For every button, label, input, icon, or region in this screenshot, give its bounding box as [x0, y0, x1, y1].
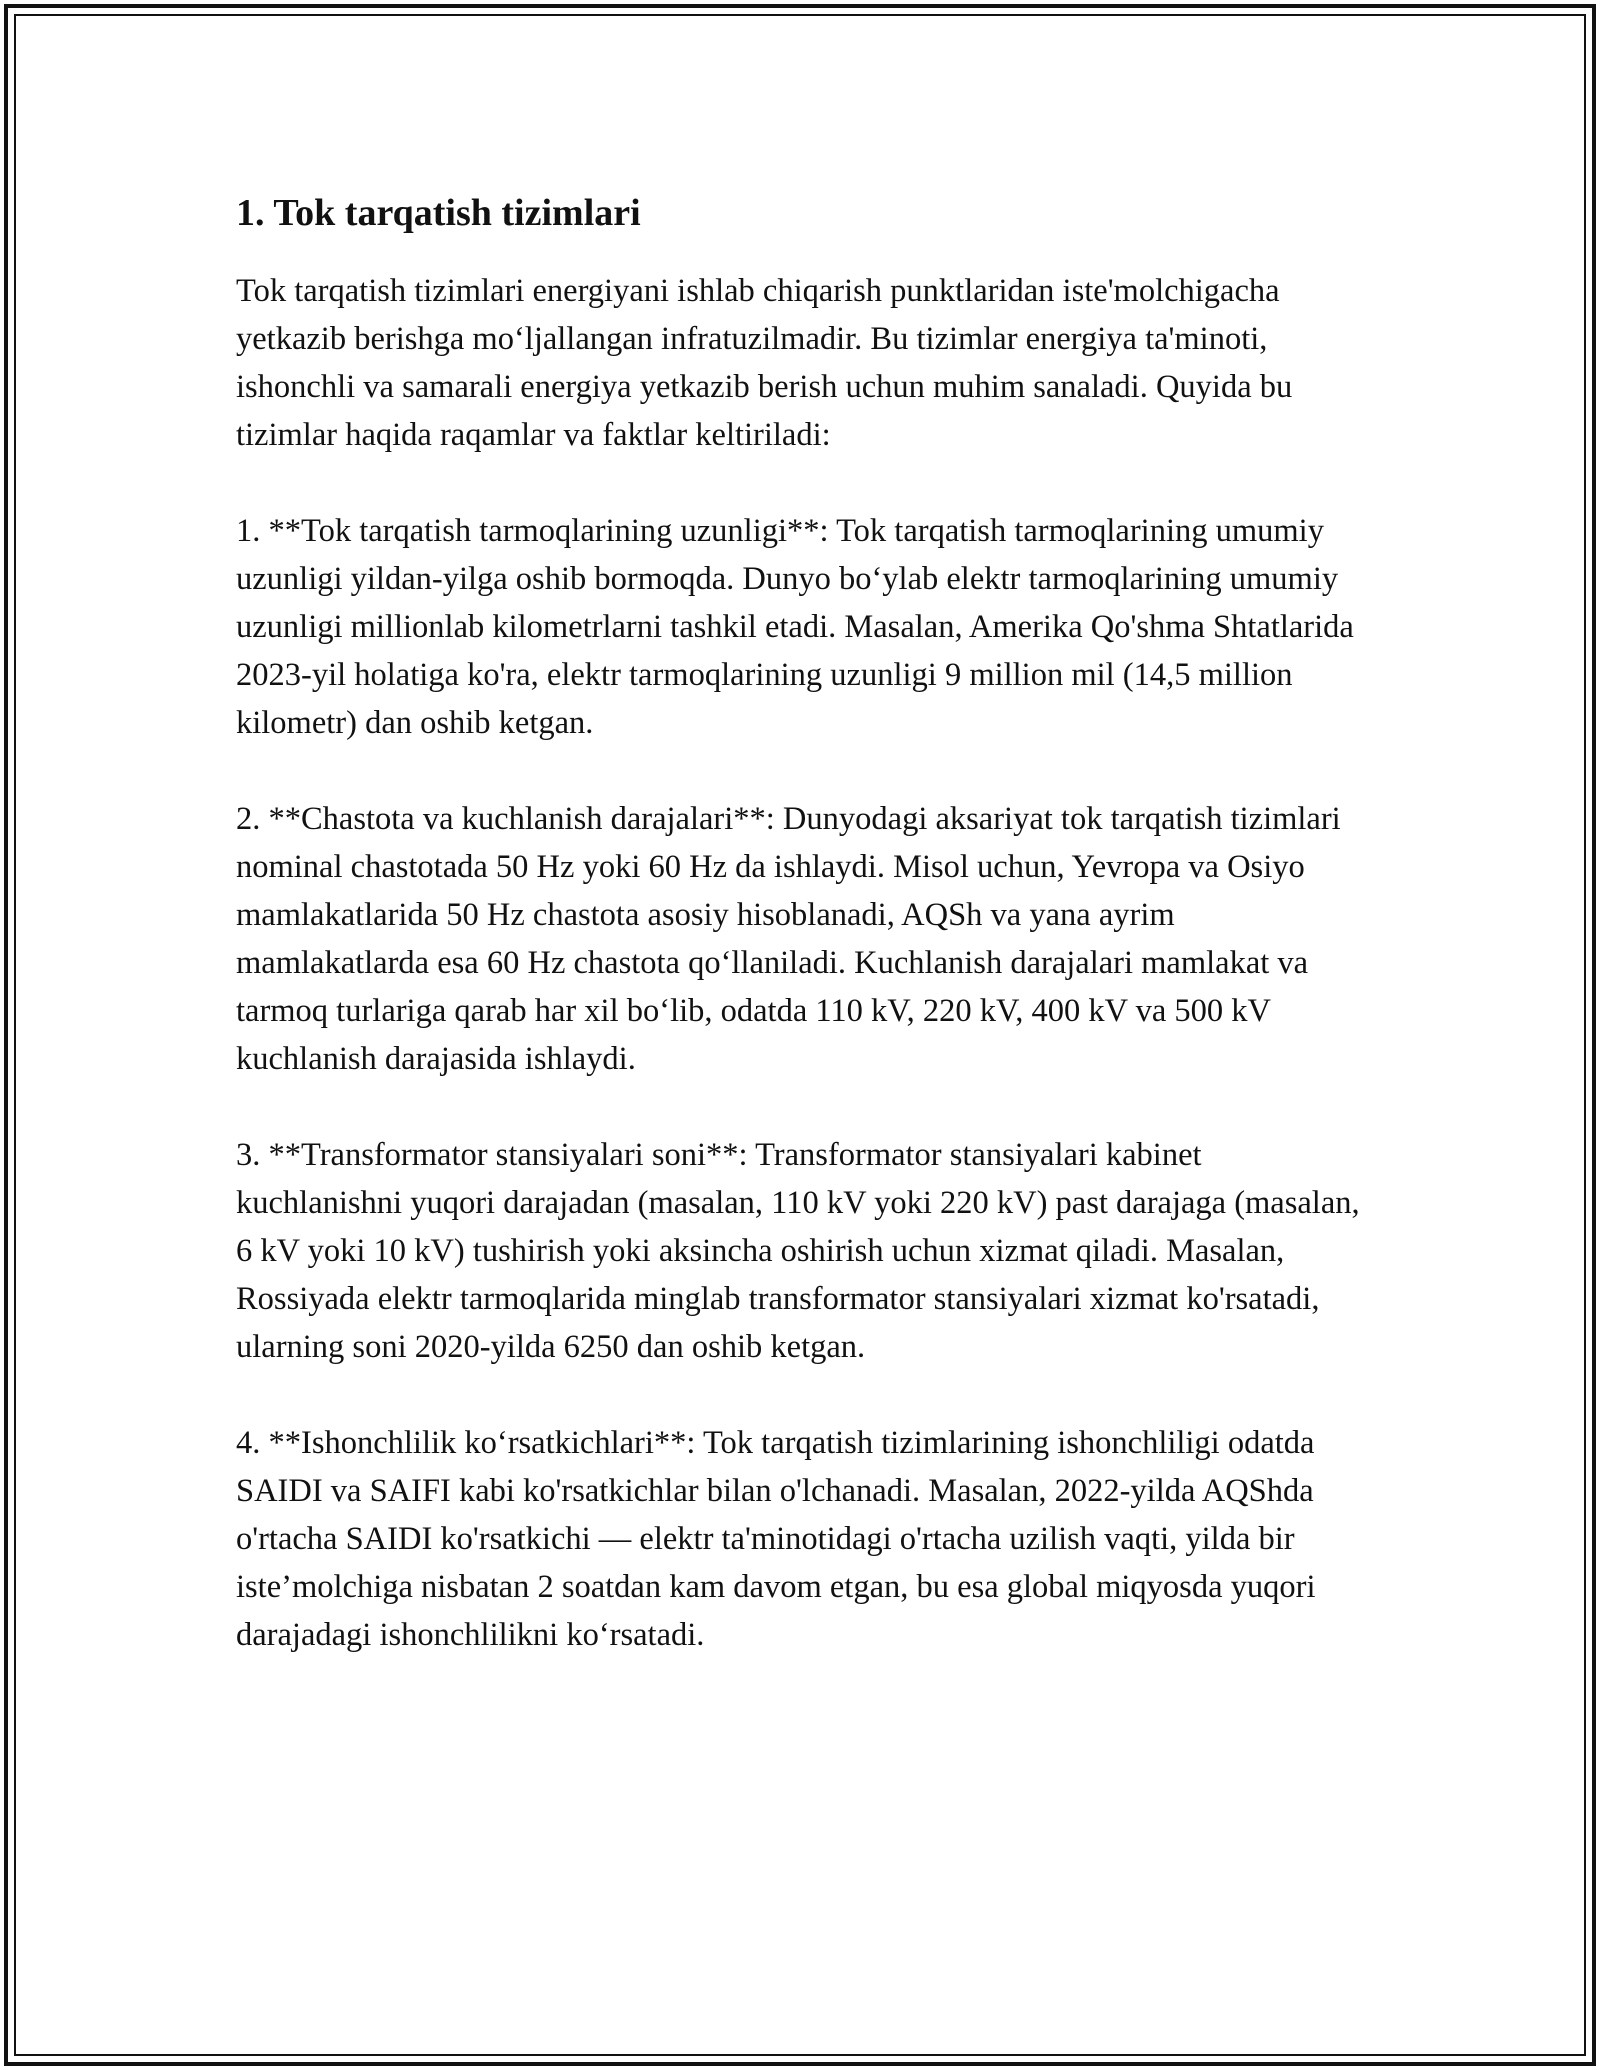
paragraph-frequency-voltage: 2. **Chastota va kuchlanish darajalari**: Dunyodagi aksariyat tok tarqatish tizimlari nominal chastotada 50 Hz yoki 60 Hz da ishlaydi. Misol uchun, Yevropa va Osiyo mamlakatlarida 50 Hz chastota asosiy hisoblanadi, AQSh va yana ayrim mamlakatlarda esa 60 Hz chastota qo‘llaniladi. Kuchlanish darajalari mamlakat va tarmoq turlariga qarab har xil bo‘lib, odatda 110 kV, 220 kV, 400 kV va 500 kV kuchlanish darajasida ishlaydi.	[236, 801, 1341, 1077]
paragraph-reliability: 4. **Ishonchlilik ko‘rsatkichlari**: Tok tarqatish tizimlarining ishonchliligi odatda SAIDI va SAIFI kabi ko'rsatkichlar bilan o'lchanadi. Masalan, 2022-yilda AQShda o'rtacha SAIDI ko'rsatkichi — elektr ta'minotidagi o'rtacha uzilish vaqti, yilda bir iste’molchiga nisbatan 2 soatdan kam davom etgan, bu esa global miqyosda yuqori darajadagi ishonchlilikni ko‘rsatadi.	[236, 1425, 1316, 1653]
paragraph-network-length: 1. **Tok tarqatish tarmoqlarining uzunligi**: Tok tarqatish tarmoqlarining umumiy uzunligi yildan-yilga oshib bormoqda. Dunyo bo‘ylab elektr tarmoqlarining umumiy uzunligi millionlab kilometrlarni tashkil etadi. Masalan, Amerika Qo'shma Shtatlarida 2023-yil holatiga ko'ra, elektr tarmoqlarining uzunligi 9 million mil (14,5 million kilometr) dan oshib ketgan.	[236, 513, 1354, 741]
intro-paragraph: Tok tarqatish tizimlari energiyani ishlab chiqarish punktlaridan iste'molchigacha yetkazib berishga mo‘ljallangan infratuzilmadir. Bu tizimlar energiya ta'minoti, ishonchli va samarali energiya yetkazib berish uchun muhim sanaladi. Quyida bu tizimlar haqida raqamlar va faktlar keltiriladi:	[236, 273, 1293, 453]
paragraph-transformer-stations: 3. **Transformator stansiyalari soni**: Transformator stansiyalari kabinet kuchlanishni yuqori darajadan (masalan, 110 kV yoki 220 kV) past darajaga (masalan, 6 kV yoki 10 kV) tushirish yoki aksincha oshirish uchun xizmat qiladi. Masalan, Rossiyada elektr tarmoqlarida minglab transformator stansiyalari xizmat ko'rsatadi, ularning soni 2020-yilda 6250 dan oshib ketgan.	[236, 1137, 1360, 1365]
section-heading: 1. Tok tarqatish tizimlari	[236, 192, 641, 234]
document-body	[236, 186, 1366, 1707]
